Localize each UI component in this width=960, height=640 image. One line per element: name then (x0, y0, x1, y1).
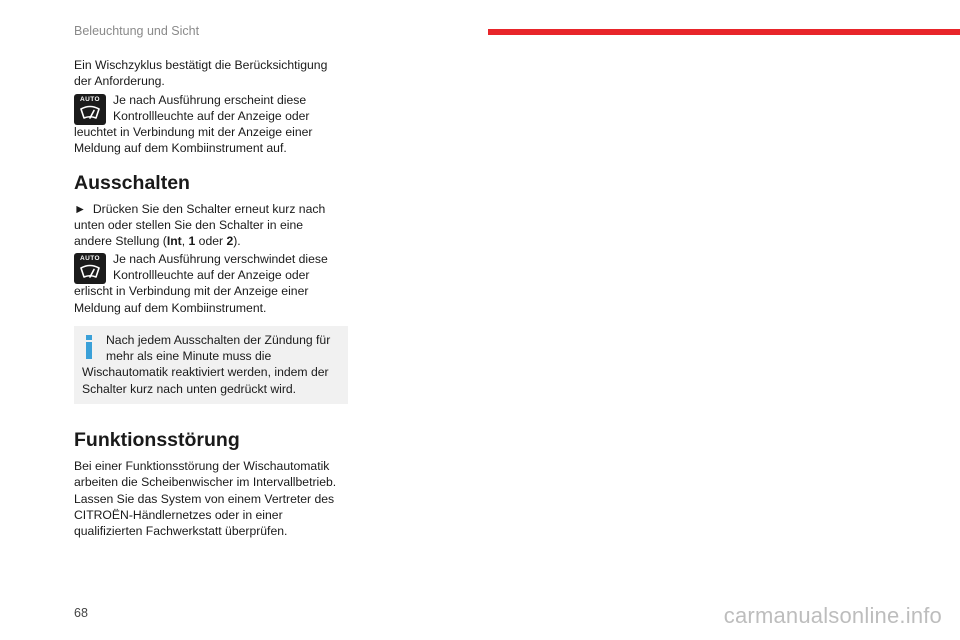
off-indicator-text-first: Je nach Ausführung verschwindet diese Kontrollleuchte auf der Anzeige oder (113, 251, 328, 282)
header-accent-bar (488, 29, 960, 35)
auto-wiper-icon: AUTO (74, 253, 106, 284)
info-box (74, 326, 348, 404)
step-text: Drücken Sie den Schalter erneut kurz nach unten oder stellen Sie den Schalter in eine andere Stellung ( (74, 201, 326, 249)
intro-indicator-paragraph (74, 92, 340, 157)
off-indicator-text-rest: erlischt in Verbindung mit der Anzeige einer Meldung auf dem Kombiinstrument. (74, 284, 309, 315)
step-paragraph (74, 201, 340, 250)
position-int: Int (166, 234, 182, 249)
watermark: carmanualsonline.info (723, 603, 942, 628)
section-title-ausschalten: Ausschalten (74, 171, 190, 194)
intro-paragraph: Ein Wischzyklus bestätigt die Berücksichtigung der Anforderung. (74, 58, 328, 89)
auto-wiper-icon: AUTO (74, 94, 106, 125)
info-text-first: Nach jedem Ausschalten der Zündung für mehr als eine Minute muss die (106, 332, 331, 364)
intro-indicator-text-rest: leuchtet in Verbindung mit der Anzeige einer Meldung auf dem Kombiinstrument auf. (74, 125, 313, 156)
section-title-funktionsstoerung: Funktionsstörung (74, 429, 240, 452)
info-icon (84, 335, 94, 359)
header-title: Beleuchtung und Sicht (74, 24, 200, 38)
step-end: ). (233, 234, 241, 249)
content-column (74, 57, 340, 540)
info-text-rest: Wischautomatik reaktiviert werden, indem der Schalter kurz nach unten gedrückt wird. (82, 365, 329, 396)
sep-oder: oder (195, 234, 227, 249)
sep-comma: , (181, 234, 189, 249)
position-2: 2 (226, 234, 234, 249)
off-indicator-paragraph (74, 251, 340, 316)
step-marker: ► (74, 201, 87, 216)
page-number: 68 (74, 606, 88, 620)
intro-indicator-text-first: Je nach Ausführung erscheint diese Kontrollleuchte auf der Anzeige oder (113, 92, 310, 123)
position-1: 1 (188, 234, 196, 249)
malfunction-paragraph: Bei einer Funktionsstörung der Wischautomatik arbeiten die Scheibenwischer im Intervallbetrieb. Lassen Sie das System von einem Vertreter des CITROËN-Händlernetzes oder in einer qualifizierten Fachwerkstatt überprüfen. (74, 459, 337, 539)
